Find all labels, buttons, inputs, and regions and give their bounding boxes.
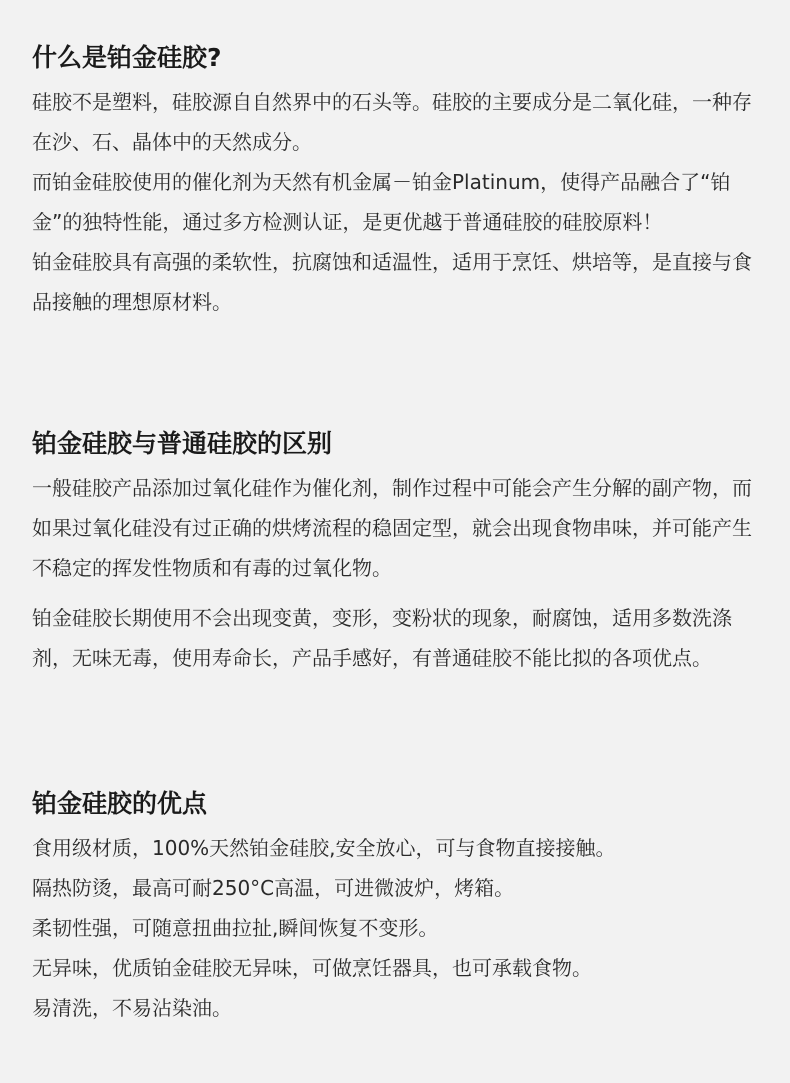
advantage-item: 无异味，优质铂金硅胶无异味，可做烹饪器具，也可承载食物。 (32, 956, 592, 980)
section-what-is-platinum-silicone (32, 40, 760, 322)
advantage-item: 柔韧性强，可随意扭曲拉扯,瞬间恢复不变形。 (32, 916, 439, 940)
paragraph: 硅胶不是塑料，硅胶源自自然界中的石头等。硅胶的主要成分是二氧化硅，一种存在沙、石、晶体中的天然成分。 (32, 90, 752, 154)
advantage-item: 易清洗，不易沾染油。 (32, 996, 232, 1020)
section-title: 什么是铂金硅胶? (32, 43, 222, 72)
paragraph: 一般硅胶产品添加过氧化硅作为催化剂，制作过程中可能会产生分解的副产物，而如果过氧化硅没有过正确的烘烤流程的稳固定型，就会出现食物串味，并可能产生不稳定的挥发性物质和有毒的过氧化物。 (32, 476, 752, 580)
paragraph: 铂金硅胶长期使用不会出现变黄，变形，变粉状的现象，耐腐蚀，适用多数洗涤剂，无味无毒，使用寿命长，产品手感好，有普通硅胶不能比拟的各项优点。 (32, 606, 732, 670)
paragraph: 铂金硅胶具有高强的柔软性，抗腐蚀和适温性，适用于烹饪、烘培等，是直接与食品接触的理想原材料。 (32, 250, 752, 314)
section-title: 铂金硅胶与普通硅胶的区别 (32, 429, 333, 458)
advantage-item: 食用级材质，100%天然铂金硅胶,安全放心，可与食物直接接触。 (32, 836, 616, 860)
section-difference (32, 426, 760, 678)
advantage-item: 隔热防烫，最高可耐250°C高温，可进微波炉，烤箱。 (32, 876, 515, 900)
section-advantages (32, 786, 760, 1028)
paragraph: 而铂金硅胶使用的催化剂为天然有机金属－铂金Platinum，使得产品融合了“铂金”的独特性能，通过多方检测认证，是更优越于普通硅胶的硅胶原料！ (32, 170, 731, 234)
section-title: 铂金硅胶的优点 (32, 789, 208, 818)
